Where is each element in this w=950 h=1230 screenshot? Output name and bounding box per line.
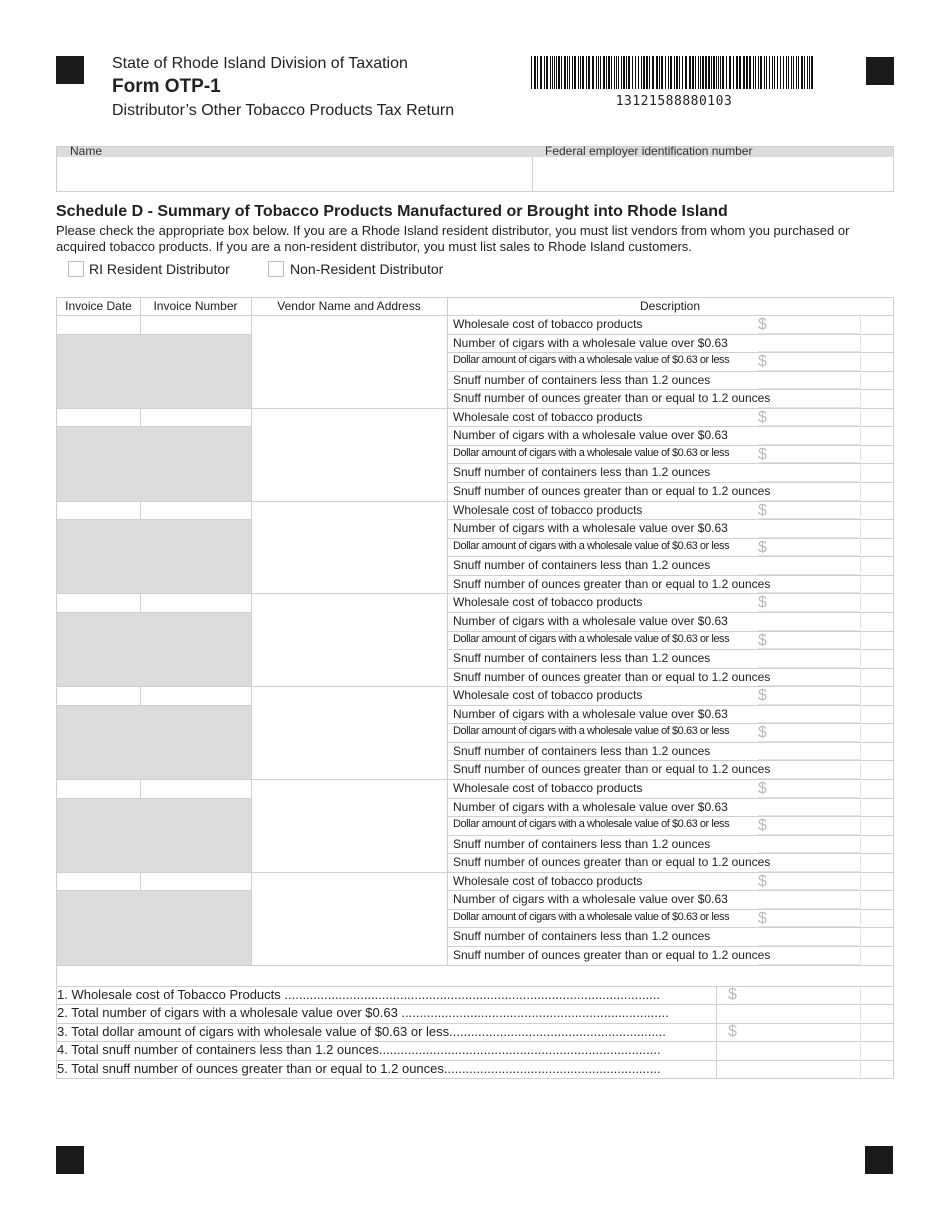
amount-field[interactable]: [758, 353, 860, 371]
invoice-number-field[interactable]: [141, 872, 251, 891]
amount-field[interactable]: [758, 613, 860, 631]
description-label: Snuff number of containers less than 1.2 ounces: [453, 465, 711, 480]
amount-field[interactable]: [758, 594, 860, 612]
invoice-number-field[interactable]: [141, 686, 251, 705]
amount-field[interactable]: [758, 817, 860, 835]
amount-field[interactable]: [758, 650, 860, 668]
name-label: Name: [70, 144, 103, 158]
amount-field[interactable]: [758, 687, 860, 705]
amount-field[interactable]: [758, 372, 860, 390]
barcode-number: 13121588880103: [615, 94, 733, 109]
agency-name: State of Rhode Island Division of Taxation: [112, 55, 408, 72]
vendor-name-address-field[interactable]: [252, 593, 447, 686]
total-line-5-label: 5. Total snuff number of ounces greater than or equal to 1.2 ounces............................................................: [57, 1060, 661, 1076]
description-label: Snuff number of ounces greater than or equal to 1.2 ounces: [453, 948, 771, 963]
description-label: Snuff number of containers less than 1.2 ounces: [453, 836, 711, 851]
description-label: Dollar amount of cigars with a wholesale value of $0.63 or less: [453, 725, 730, 738]
dollar-sign: $: [758, 408, 767, 426]
amount-field[interactable]: [758, 891, 860, 909]
amount-field[interactable]: [758, 854, 860, 872]
description-label: Snuff number of containers less than 1.2 ounces: [453, 651, 711, 666]
invoice-number-field[interactable]: [141, 408, 251, 427]
invoice-date-field[interactable]: [57, 779, 140, 798]
amount-field[interactable]: [758, 502, 860, 520]
col-header-vendor: Vendor Name and Address: [277, 299, 421, 313]
description-label: Dollar amount of cigars with a wholesale value of $0.63 or less: [453, 446, 730, 459]
description-label: Dollar amount of cigars with a wholesale value of $0.63 or less: [453, 818, 730, 831]
description-label: Wholesale cost of tobacco products: [453, 688, 643, 703]
amount-field[interactable]: [758, 947, 860, 965]
amount-field[interactable]: [758, 576, 860, 594]
dollar-sign: $: [758, 724, 767, 742]
amount-field[interactable]: [758, 335, 860, 353]
dollar-sign: $: [758, 909, 767, 927]
amount-field[interactable]: [758, 836, 860, 854]
ri-resident-checkbox[interactable]: [68, 261, 84, 277]
description-label: Snuff number of ounces greater than or equal to 1.2 ounces: [453, 576, 771, 591]
dollar-sign: $: [758, 594, 767, 612]
total-line-3-label: 3. Total dollar amount of cigars with wholesale value of $0.63 or less............................................................: [57, 1023, 666, 1039]
taxpayer-id-box: [56, 146, 894, 192]
description-label: Wholesale cost of tobacco products: [453, 595, 643, 610]
registration-mark-bottom-left: [56, 1146, 84, 1174]
amount-field[interactable]: [758, 520, 860, 538]
amount-field[interactable]: [758, 427, 860, 445]
description-label: Number of cigars with a wholesale value over $0.63: [453, 613, 728, 628]
total-line-1-field[interactable]: [717, 986, 860, 1004]
invoice-date-field[interactable]: [57, 872, 140, 891]
amount-field[interactable]: [758, 632, 860, 650]
invoice-date-field[interactable]: [57, 315, 140, 334]
description-label: Dollar amount of cigars with a wholesale value of $0.63 or less: [453, 632, 730, 645]
registration-mark-bottom-right: [865, 1146, 893, 1174]
registration-mark-top-right: [866, 57, 894, 85]
description-label: Wholesale cost of tobacco products: [453, 781, 643, 795]
dollar-sign: $: [758, 316, 767, 333]
dollar-sign: $: [728, 1022, 737, 1040]
total-line-4-label: 4. Total snuff number of containers less than 1.2 ounces..............................................................................: [57, 1042, 661, 1058]
schedule-title: Schedule D - Summary of Tobacco Products Manufactured or Brought into Rhode Island: [56, 203, 728, 220]
description-label: Snuff number of containers less than 1.2 ounces: [453, 743, 711, 758]
amount-field[interactable]: [758, 316, 860, 334]
schedule-instructions: Please check the appropriate box below. If you are a Rhode Island resident distributor, you must list vendors from whom you purchased or acquired tobacco products. If you are a non-resident distributor, you must list sales to Rhode Island customers.: [56, 223, 850, 254]
description-label: Number of cigars with a wholesale value over $0.63: [453, 428, 728, 443]
dollar-sign: $: [758, 538, 767, 556]
col-header-description: Description: [639, 299, 701, 313]
description-label: Snuff number of ounces greater than or equal to 1.2 ounces: [453, 669, 771, 684]
description-label: Number of cigars with a wholesale value over $0.63: [453, 521, 728, 536]
vendor-name-address-field[interactable]: [252, 779, 447, 872]
vendor-name-address-field[interactable]: [252, 872, 447, 965]
vendor-name-address-field[interactable]: [252, 686, 447, 779]
vendor-name-address-field[interactable]: [252, 408, 447, 501]
amount-field[interactable]: [758, 928, 860, 946]
registration-mark-top-left: [56, 56, 84, 84]
dollar-sign: $: [758, 872, 767, 890]
description-label: Dollar amount of cigars with a wholesale value of $0.63 or less: [453, 539, 730, 552]
amount-field[interactable]: [758, 557, 860, 575]
amount-field[interactable]: [758, 724, 860, 742]
vendor-name-address-field[interactable]: [252, 315, 447, 408]
amount-field[interactable]: [758, 669, 860, 687]
description-label: Wholesale cost of tobacco products: [453, 317, 643, 331]
total-line-1-label: 1. Wholesale cost of Tobacco Products ........................................................................................................: [57, 987, 661, 1002]
form-title: Form OTP-1: [112, 76, 221, 97]
fein-field[interactable]: [533, 157, 893, 191]
total-line-5-field[interactable]: [717, 1060, 860, 1078]
ri-resident-label: RI Resident Distributor: [89, 261, 230, 277]
amount-field[interactable]: [758, 799, 860, 817]
invoice-date-field[interactable]: [57, 593, 140, 612]
invoice-number-field[interactable]: [141, 315, 251, 334]
dollar-sign: $: [758, 445, 767, 463]
amount-field[interactable]: [758, 743, 860, 761]
invoice-number-field[interactable]: [141, 779, 251, 798]
description-label: Wholesale cost of tobacco products: [453, 873, 643, 888]
description-label: Number of cigars with a wholesale value over $0.63: [453, 706, 728, 721]
col-header-invoice-date: Invoice Date: [65, 299, 132, 313]
non-resident-label: Non-Resident Distributor: [290, 261, 444, 277]
total-line-3-field[interactable]: [717, 1023, 860, 1041]
description-label: Dollar amount of cigars with a wholesale value of $0.63 or less: [453, 354, 730, 367]
description-label: Dollar amount of cigars with a wholesale value of $0.63 or less: [453, 910, 730, 923]
amount-field[interactable]: [758, 780, 860, 798]
invoice-date-field[interactable]: [57, 408, 140, 427]
description-label: Number of cigars with a wholesale value over $0.63: [453, 799, 728, 814]
non-resident-checkbox[interactable]: [268, 261, 284, 277]
amount-field[interactable]: [758, 483, 860, 501]
description-label: Snuff number of ounces greater than or equal to 1.2 ounces: [453, 391, 771, 406]
dollar-sign: $: [758, 353, 767, 371]
invoice-date-field[interactable]: [57, 686, 140, 705]
fein-label: Federal employer identification number: [545, 144, 753, 158]
invoice-number-field[interactable]: [141, 593, 251, 612]
total-line-2-label: 2. Total number of cigars with a wholesale value over $0.63 ..........................................................................: [57, 1005, 669, 1021]
amount-field[interactable]: [758, 706, 860, 724]
description-label: Snuff number of containers less than 1.2 ounces: [453, 558, 711, 573]
description-label: Snuff number of containers less than 1.2 ounces: [453, 929, 711, 944]
amount-field[interactable]: [758, 390, 860, 408]
total-line-4-field[interactable]: [717, 1041, 860, 1059]
description-label: Number of cigars with a wholesale value over $0.63: [453, 335, 728, 350]
description-label: Snuff number of ounces greater than or equal to 1.2 ounces: [453, 762, 771, 777]
dollar-sign: $: [758, 631, 767, 649]
dollar-sign: $: [758, 780, 767, 797]
amount-field[interactable]: [758, 409, 860, 427]
description-label: Snuff number of ounces greater than or equal to 1.2 ounces: [453, 855, 771, 870]
amount-field[interactable]: [758, 464, 860, 482]
name-field[interactable]: [57, 157, 532, 191]
description-label: Snuff number of containers less than 1.2 ounces: [453, 372, 711, 387]
amount-field[interactable]: [758, 910, 860, 928]
description-label: Wholesale cost of tobacco products: [453, 409, 643, 424]
barcode-image: [531, 56, 817, 89]
total-line-2-field[interactable]: [717, 1004, 860, 1022]
amount-field[interactable]: [758, 446, 860, 464]
amount-field[interactable]: [758, 539, 860, 557]
dollar-sign: $: [758, 687, 767, 705]
form-subtitle: Distributor’s Other Tobacco Products Tax Return: [112, 102, 455, 119]
invoice-number-field[interactable]: [141, 501, 251, 520]
description-label: Number of cigars with a wholesale value over $0.63: [453, 892, 728, 907]
description-label: Wholesale cost of tobacco products: [453, 502, 643, 517]
vendor-name-address-field[interactable]: [252, 501, 447, 594]
col-header-invoice-number: Invoice Number: [153, 299, 238, 313]
dollar-sign: $: [728, 986, 737, 1003]
amount-field[interactable]: [758, 761, 860, 779]
description-label: Snuff number of ounces greater than or equal to 1.2 ounces: [453, 484, 771, 499]
amount-field[interactable]: [758, 873, 860, 891]
dollar-sign: $: [758, 817, 767, 835]
dollar-sign: $: [758, 501, 767, 519]
invoice-date-field[interactable]: [57, 501, 140, 520]
